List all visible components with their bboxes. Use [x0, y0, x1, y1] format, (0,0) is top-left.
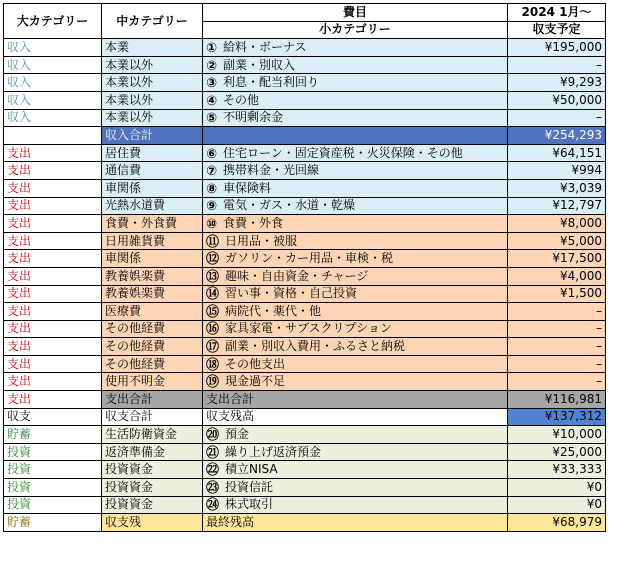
cell-category[interactable]: 支出 [4, 144, 102, 162]
subcategory-label: 病院代・薬代・他 [225, 303, 322, 318]
cell-amount[interactable]: – [508, 338, 606, 356]
cell-midcategory[interactable]: 本業以外 [102, 56, 203, 74]
cell-midcategory[interactable]: 収入合計 [102, 127, 203, 145]
cell-amount[interactable]: ¥50,000 [508, 91, 606, 109]
subcategory-label: 預金 [225, 427, 250, 442]
header-himoku[interactable]: 費目 [203, 4, 508, 22]
number-badge-icon: ⑫ [206, 252, 220, 268]
cell-category[interactable]: 支出 [4, 250, 102, 268]
cell-amount[interactable]: ¥195,000 [508, 39, 606, 57]
cell-midcategory[interactable]: 投資資金 [102, 479, 203, 497]
cell-amount[interactable]: ¥5,000 [508, 232, 606, 250]
cell-midcategory[interactable]: 食費・外食費 [102, 215, 203, 233]
cell-subcategory[interactable] [203, 232, 508, 250]
number-badge-icon: ⑳ [206, 428, 220, 444]
subcategory-label: 最終残高 [206, 515, 255, 530]
cell-amount[interactable]: ¥3,039 [508, 179, 606, 197]
cell-midcategory[interactable]: 使用不明金 [102, 373, 203, 391]
number-badge-icon: ⑭ [206, 287, 220, 303]
subcategory-label: 副業・別収入費用・ふるさと納税 [225, 339, 406, 354]
cell-amount[interactable]: ¥137,312 [508, 408, 606, 426]
budget-sheet [3, 3, 606, 532]
cell-amount[interactable]: ¥254,293 [508, 127, 606, 145]
table-row [4, 127, 606, 145]
cell-category[interactable]: 支出 [4, 162, 102, 180]
cell-category[interactable]: 支出 [4, 285, 102, 303]
number-badge-icon: ㉓ [206, 480, 220, 496]
table-row [4, 74, 606, 92]
cell-midcategory[interactable]: 投資資金 [102, 461, 203, 479]
cell-category[interactable]: 支出 [4, 320, 102, 338]
number-badge-icon: ⑰ [206, 340, 220, 356]
cell-category[interactable]: 支出 [4, 373, 102, 391]
cell-amount[interactable]: ¥17,500 [508, 250, 606, 268]
table-row [4, 215, 606, 233]
number-badge-icon: ㉑ [206, 445, 220, 461]
subcategory-label: 車保険料 [223, 180, 272, 195]
cell-subcategory[interactable] [203, 496, 508, 514]
number-badge-icon: ㉔ [206, 498, 220, 514]
cell-category[interactable]: 収支 [4, 408, 102, 426]
cell-category[interactable] [4, 127, 102, 145]
cell-subcategory[interactable] [203, 479, 508, 497]
subcategory-label: 住宅ローン・固定資産税・火災保険・その他 [223, 145, 463, 160]
subcategory-label: 収支残高 [206, 409, 255, 424]
cell-category[interactable]: 支出 [4, 303, 102, 321]
cell-amount[interactable]: ¥994 [508, 162, 606, 180]
subcategory-label: 支出合計 [206, 391, 255, 406]
table-row [4, 514, 606, 532]
table-row [4, 479, 606, 497]
number-badge-icon: ⑪ [206, 234, 220, 250]
cell-subcategory[interactable] [203, 391, 508, 409]
subcategory-label: 趣味・自由資金・チャージ [225, 268, 369, 283]
cell-subcategory[interactable] [203, 162, 508, 180]
cell-amount[interactable]: ¥8,000 [508, 215, 606, 233]
table-row [4, 56, 606, 74]
number-badge-icon: ⑥ [206, 146, 218, 162]
number-badge-icon: ⑤ [206, 111, 218, 127]
cell-amount[interactable]: ¥25,000 [508, 443, 606, 461]
subcategory-label: その他支出 [225, 356, 286, 371]
subcategory-label: ガソリン・カー用品・車検・税 [225, 251, 394, 266]
table-row [4, 39, 606, 57]
number-badge-icon: ⑨ [206, 199, 218, 215]
cell-subcategory[interactable] [203, 127, 508, 145]
subcategory-label: 投資信託 [225, 479, 274, 494]
cell-amount[interactable]: – [508, 320, 606, 338]
cell-category[interactable]: 支出 [4, 232, 102, 250]
cell-amount[interactable]: ¥33,333 [508, 461, 606, 479]
subcategory-label: 株式取引 [225, 497, 274, 512]
cell-subcategory[interactable] [203, 426, 508, 444]
number-badge-icon: ⑯ [206, 322, 220, 338]
cell-category[interactable]: 支出 [4, 391, 102, 409]
cell-subcategory[interactable] [203, 303, 508, 321]
table-row [4, 461, 606, 479]
cell-midcategory[interactable]: 光熱水道費 [102, 197, 203, 215]
cell-category[interactable]: 貯蓄 [4, 426, 102, 444]
table-row [4, 391, 606, 409]
subcategory-label: 食費・外食 [223, 215, 284, 230]
subcategory-label: 積立NISA [225, 462, 278, 477]
cell-amount[interactable]: ¥0 [508, 479, 606, 497]
cell-category[interactable]: 収入 [4, 109, 102, 127]
cell-subcategory[interactable] [203, 197, 508, 215]
cell-amount[interactable]: ¥64,151 [508, 144, 606, 162]
cell-midcategory[interactable]: その他経費 [102, 355, 203, 373]
number-badge-icon: ⑦ [206, 164, 218, 180]
number-badge-icon: ⑩ [206, 216, 218, 232]
table-row [4, 408, 606, 426]
cell-amount[interactable]: – [508, 303, 606, 321]
cell-subcategory[interactable] [203, 91, 508, 109]
number-badge-icon: ⑮ [206, 304, 220, 320]
number-badge-icon: ② [206, 58, 218, 74]
number-badge-icon: ⑲ [206, 375, 220, 391]
table-row [4, 355, 606, 373]
cell-subcategory[interactable] [203, 285, 508, 303]
subcategory-label: 携帯料金・光回線 [223, 163, 320, 178]
subcategory-label: 日用品・被服 [225, 233, 298, 248]
number-badge-icon: ㉒ [206, 463, 220, 479]
cell-subcategory[interactable] [203, 461, 508, 479]
cell-subcategory[interactable] [203, 144, 508, 162]
cell-category[interactable]: 収入 [4, 91, 102, 109]
cell-amount[interactable]: ¥0 [508, 496, 606, 514]
subcategory-label: 家具家電・サブスクリプション [225, 321, 392, 336]
subcategory-label: その他 [223, 92, 260, 107]
table-row [4, 144, 606, 162]
number-badge-icon: ⑬ [206, 269, 220, 285]
cell-midcategory[interactable]: 本業以外 [102, 91, 203, 109]
table-row [4, 91, 606, 109]
cell-subcategory[interactable] [203, 373, 508, 391]
cell-category[interactable]: 収入 [4, 74, 102, 92]
table-row [4, 285, 606, 303]
cell-midcategory[interactable]: 医療費 [102, 303, 203, 321]
table-row [4, 443, 606, 461]
subcategory-label: 副業・別収入 [223, 57, 296, 72]
cell-category[interactable]: 投資 [4, 479, 102, 497]
number-badge-icon: ⑧ [206, 181, 218, 197]
cell-subcategory[interactable] [203, 514, 508, 532]
cell-subcategory[interactable] [203, 215, 508, 233]
cell-amount[interactable]: ¥9,293 [508, 74, 606, 92]
cell-amount[interactable]: ¥116,981 [508, 391, 606, 409]
cell-subcategory[interactable] [203, 109, 508, 127]
header-row-top [4, 4, 606, 22]
cell-category[interactable]: 支出 [4, 215, 102, 233]
cell-amount[interactable]: ¥68,979 [508, 514, 606, 532]
table-row [4, 426, 606, 444]
cell-category[interactable]: 貯蓄 [4, 514, 102, 532]
cell-midcategory[interactable]: 通信費 [102, 162, 203, 180]
header-sub[interactable]: 小カテゴリー [203, 21, 508, 39]
cell-midcategory[interactable]: 投資資金 [102, 496, 203, 514]
cell-midcategory[interactable]: 本業以外 [102, 74, 203, 92]
cell-midcategory[interactable]: 返済準備金 [102, 443, 203, 461]
cell-midcategory[interactable]: その他経費 [102, 320, 203, 338]
table-row [4, 197, 606, 215]
subcategory-label: 習い事・資格・自己投資 [225, 286, 358, 301]
table-row [4, 162, 606, 180]
cell-midcategory[interactable]: 教養娯楽費 [102, 267, 203, 285]
cell-midcategory[interactable]: 居住費 [102, 144, 203, 162]
cell-subcategory[interactable] [203, 250, 508, 268]
cell-amount[interactable]: – [508, 373, 606, 391]
cell-category[interactable]: 収入 [4, 56, 102, 74]
table-row [4, 496, 606, 514]
cell-subcategory[interactable] [203, 338, 508, 356]
table-row [4, 250, 606, 268]
cell-midcategory[interactable]: 生活防衛資金 [102, 426, 203, 444]
subcategory-label: 繰り上げ返済預金 [225, 444, 322, 459]
table-row [4, 109, 606, 127]
number-badge-icon: ⑱ [206, 357, 220, 373]
number-badge-icon: ① [206, 40, 218, 56]
cell-midcategory[interactable]: 日用雑貨費 [102, 232, 203, 250]
cell-amount[interactable]: ¥1,500 [508, 285, 606, 303]
cell-midcategory[interactable]: 教養娯楽費 [102, 285, 203, 303]
cell-subcategory[interactable] [203, 320, 508, 338]
cell-category[interactable]: 投資 [4, 443, 102, 461]
cell-midcategory[interactable]: 車関係 [102, 179, 203, 197]
header-cat[interactable]: 大カテゴリー [4, 4, 102, 39]
table-row [4, 373, 606, 391]
cell-category[interactable]: 投資 [4, 461, 102, 479]
subcategory-label: 利息・配当利回り [223, 75, 320, 90]
cell-midcategory[interactable]: 支出合計 [102, 391, 203, 409]
cell-category[interactable]: 投資 [4, 496, 102, 514]
table-row [4, 267, 606, 285]
subcategory-label: 給料・ボーナス [223, 39, 307, 54]
subcategory-label: 電気・ガス・水道・乾燥 [223, 198, 356, 213]
cell-midcategory[interactable]: 本業以外 [102, 109, 203, 127]
table-row [4, 179, 606, 197]
number-badge-icon: ④ [206, 93, 218, 109]
cell-midcategory[interactable]: 本業 [102, 39, 203, 57]
cell-subcategory[interactable] [203, 408, 508, 426]
cell-midcategory[interactable]: その他経費 [102, 338, 203, 356]
cell-midcategory[interactable]: 収支合計 [102, 408, 203, 426]
cell-amount[interactable]: – [508, 355, 606, 373]
table-row [4, 320, 606, 338]
subcategory-label: 現金過不足 [225, 374, 286, 389]
table-row [4, 232, 606, 250]
cell-amount[interactable]: – [508, 109, 606, 127]
cell-subcategory[interactable] [203, 355, 508, 373]
cell-subcategory[interactable] [203, 179, 508, 197]
number-badge-icon: ③ [206, 76, 218, 92]
cell-amount[interactable]: ¥10,000 [508, 426, 606, 444]
subcategory-label: 不明剰余金 [223, 110, 284, 125]
cell-amount[interactable]: ¥4,000 [508, 267, 606, 285]
cell-category[interactable]: 支出 [4, 338, 102, 356]
cell-category[interactable]: 支出 [4, 355, 102, 373]
cell-amount[interactable]: – [508, 56, 606, 74]
cell-subcategory[interactable] [203, 74, 508, 92]
cell-subcategory[interactable] [203, 443, 508, 461]
cell-category[interactable]: 支出 [4, 267, 102, 285]
cell-subcategory[interactable] [203, 267, 508, 285]
cell-category[interactable]: 収入 [4, 39, 102, 57]
table-row [4, 303, 606, 321]
table-row [4, 338, 606, 356]
cell-subcategory[interactable] [203, 39, 508, 57]
cell-amount[interactable]: ¥12,797 [508, 197, 606, 215]
cell-midcategory[interactable]: 収支残 [102, 514, 203, 532]
header-mid[interactable]: 中カテゴリー [102, 4, 203, 39]
header-amt[interactable]: 収支予定 [508, 21, 606, 39]
cell-category[interactable]: 支出 [4, 197, 102, 215]
cell-midcategory[interactable]: 車関係 [102, 250, 203, 268]
cell-category[interactable]: 支出 [4, 179, 102, 197]
cell-subcategory[interactable] [203, 56, 508, 74]
header-period[interactable]: 2024 1月～ [508, 4, 606, 22]
